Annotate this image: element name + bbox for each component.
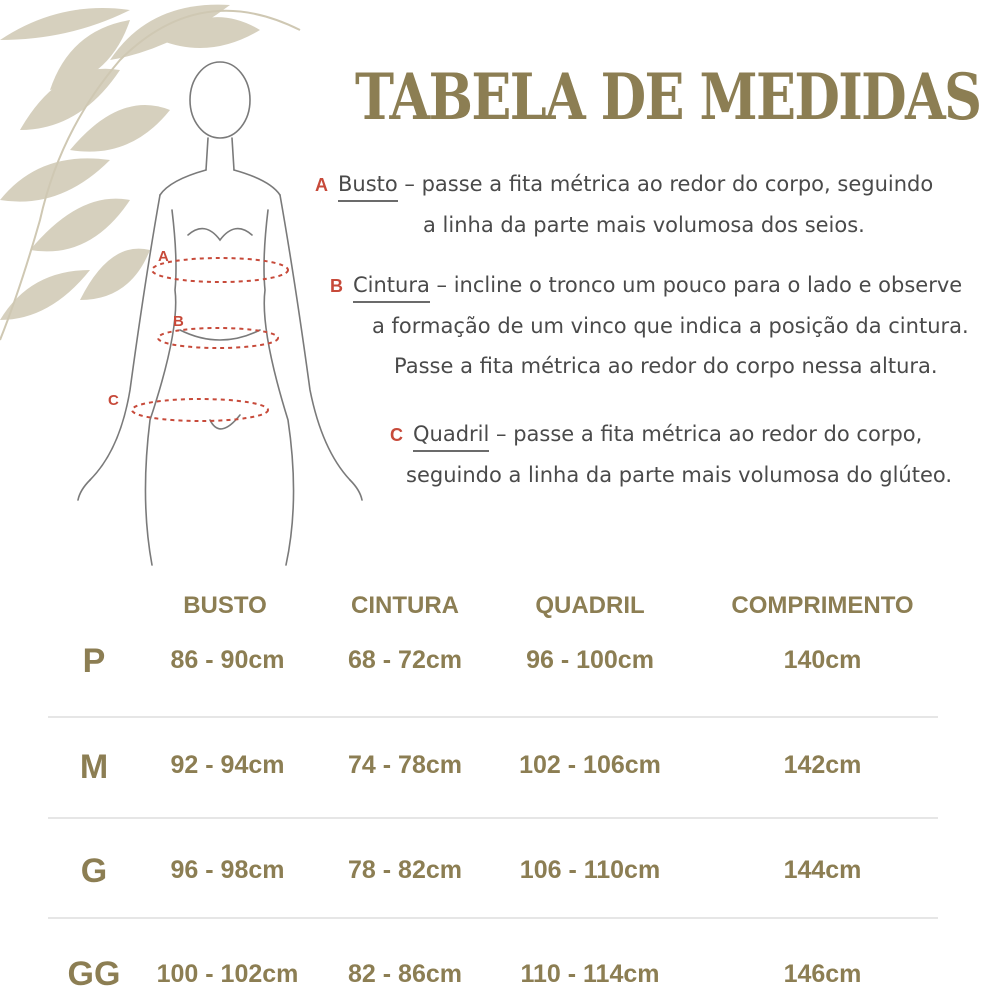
instruction-mark: A <box>315 175 328 195</box>
table-cell: 106 - 110cm <box>519 856 661 884</box>
row-divider <box>48 917 938 919</box>
size-label: G <box>80 852 108 890</box>
table-cell: 144cm <box>783 856 862 884</box>
instruction-term: Cintura <box>353 273 430 303</box>
table-cell: 82 - 86cm <box>348 960 462 988</box>
instruction-text: – incline o tronco um pouco para o lado e observe <box>429 273 963 297</box>
header-comprimento: COMPRIMENTO <box>731 592 914 619</box>
table-cell: 78 - 82cm <box>348 856 462 884</box>
row-divider <box>48 716 938 718</box>
header-quadril: QUADRIL <box>535 592 645 619</box>
instruction-text: Passe a fita métrica ao redor do corpo nessa altura. <box>394 354 938 378</box>
instruction-term: Busto <box>338 172 398 202</box>
instruction-text: seguindo a linha da parte mais volumosa do glúteo. <box>406 463 953 487</box>
table-cell: 110 - 114cm <box>520 960 660 988</box>
header-cintura: CINTURA <box>351 592 459 619</box>
instruction-text: – passe a fita métrica ao redor do corpo, <box>489 422 923 446</box>
header-busto: BUSTO <box>183 592 267 619</box>
table-cell: 96 - 100cm <box>526 646 654 674</box>
size-label: P <box>82 642 106 680</box>
table-cell: 140cm <box>783 646 862 674</box>
size-label: M <box>79 748 109 786</box>
table-cell: 100 - 102cm <box>156 960 299 988</box>
instruction-cintura <box>330 265 969 386</box>
page-title: TABELA DE MEDIDAS <box>355 60 981 135</box>
table-cell: 146cm <box>783 960 862 988</box>
instruction-busto <box>315 164 933 245</box>
instruction-text: – passe a fita métrica ao redor do corpo, seguindo <box>397 172 934 196</box>
table-cell: 74 - 78cm <box>348 751 462 779</box>
instruction-text: a formação de um vinco que indica a posição da cintura. <box>372 314 969 338</box>
table-cell: 86 - 90cm <box>170 646 285 674</box>
table-cell: 92 - 94cm <box>170 751 285 779</box>
figure-label-c: C <box>108 392 119 409</box>
table-cell: 68 - 72cm <box>348 646 462 674</box>
table-cell: 102 - 106cm <box>519 751 661 779</box>
instruction-term: Quadril <box>413 422 489 452</box>
figure-label-a: A <box>158 248 169 265</box>
figure-label-b: B <box>173 313 184 330</box>
row-divider <box>48 817 938 819</box>
instruction-quadril <box>390 414 952 495</box>
instruction-mark: B <box>330 276 343 296</box>
table-cell: 96 - 98cm <box>170 856 285 884</box>
table-cell: 142cm <box>783 751 862 779</box>
instruction-text: a linha da parte mais volumosa dos seios. <box>423 213 865 237</box>
size-label: GG <box>67 955 121 993</box>
instruction-mark: C <box>390 425 403 445</box>
